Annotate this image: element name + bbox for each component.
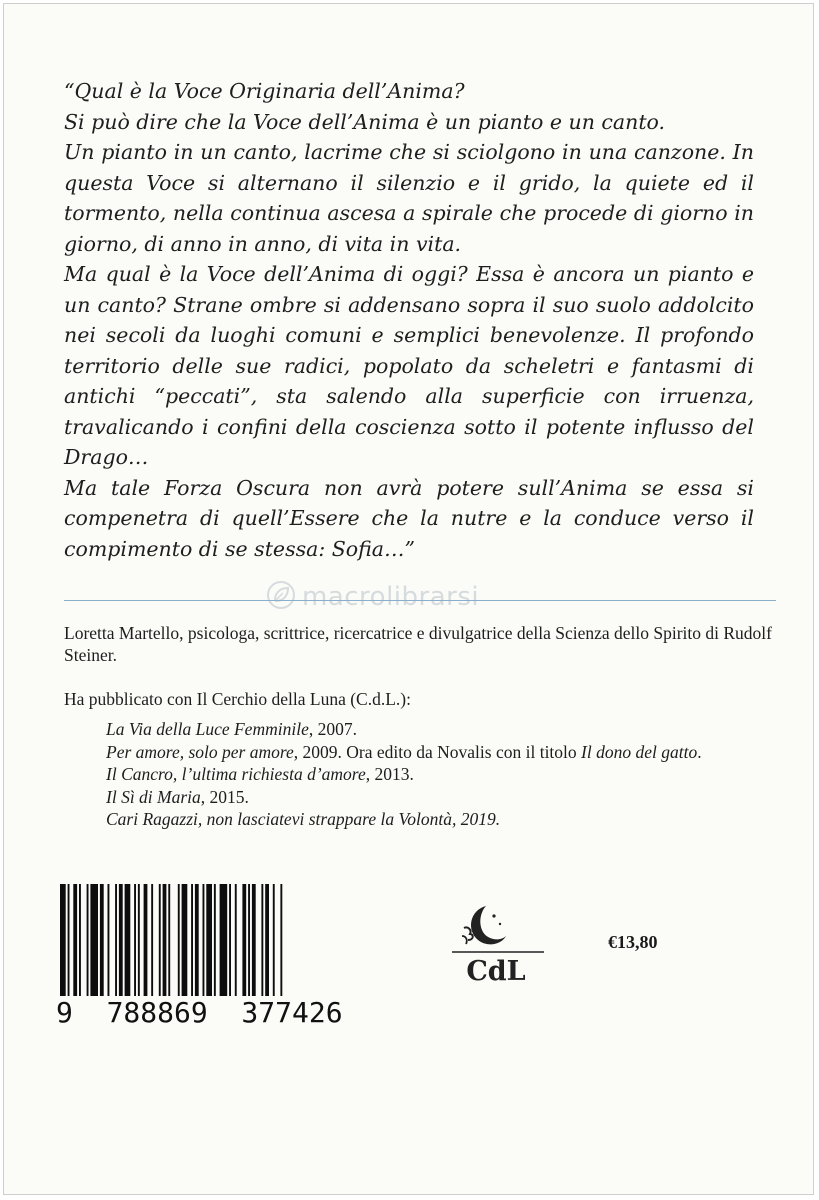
back-cover [3, 3, 814, 1195]
quote-paragraph-4: Ma qual è la Voce dell’Anima di oggi? Essa è ancora un pianto e un canto? Strane ombre si addensano sopra il suo suolo addolcito nei secoli da luoghi comuni e semplici benevolenze. Il profondo territorio delle sue radici, popolato da scheletri e fantasmi di antichi “peccati”, sta salendo alla superficie con irruenza, travalicando i confini della coscienza sotto il potente influsso del Drago… [64, 262, 754, 469]
publication-item: La Via della Luce Femminile, 2007. [106, 719, 357, 739]
divider-rule [64, 600, 776, 601]
quote-paragraph-3: Un pianto in un canto, lacrime che si sciolgono in una canzone. In questa Voce si alternano il silenzio e il grido, la quiete ed il tormento, nella continua ascesa a spirale che procede di giorno in giorno, di anno in anno, di vita in vita. [64, 140, 754, 256]
quote-paragraph-5: Ma tale Forza Oscura non avrà potere sull’Anima se essa si compenetra di quell’Essere che la nutre e la conduce verso il compimento di se stessa: Sofia…” [64, 475, 754, 561]
publication-item: Cari Ragazzi, non lasciatevi strappare la Volontà, 2019. [106, 809, 501, 829]
publications-intro: Ha pubblicato con Il Cerchio della Luna (C.d.L.): [64, 689, 411, 709]
publication-item: Per amore, solo per amore, 2009. Ora edito da Novalis con il titolo Il dono del gatto. [106, 741, 702, 762]
publisher-abbreviation: CdL [466, 956, 526, 987]
cover-quote [64, 76, 754, 564]
author-bio: Loretta Martello, psicologa, scrittrice, ricercatrice e divulgatrice della Scienza dello Spirito di Rudolf Steiner. [64, 623, 772, 665]
isbn-number: 9 788869 377426 [56, 996, 343, 1029]
price-label: €13,80 [608, 932, 658, 952]
leaf-circle-icon [266, 580, 296, 614]
publication-item: Il Cancro, l’ultima richiesta d’amore, 2013. [106, 764, 414, 784]
watermark-text: macrolibrarsi [302, 582, 480, 612]
publications-list [106, 718, 779, 831]
watermark [266, 580, 479, 614]
quote-line-2: Si può dire che la Voce dell’Anima è un pianto e un canto. [64, 109, 666, 134]
quote-line-1: “Qual è la Voce Originaria dell’Anima? [64, 79, 465, 103]
publication-item: Il Sì di Maria, 2015. [106, 786, 249, 807]
